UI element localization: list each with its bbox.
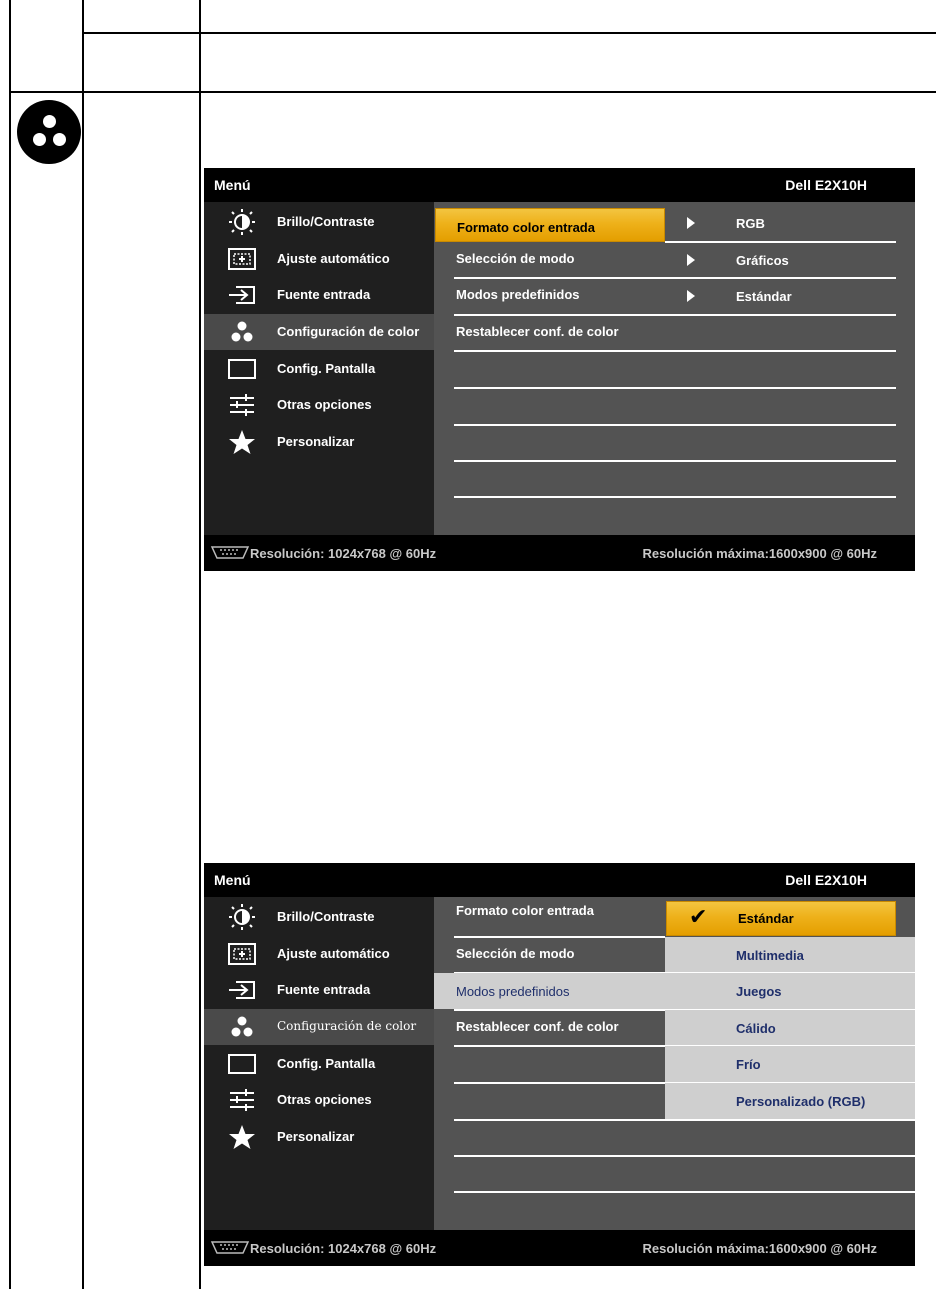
menu-item-auto-adjust[interactable]	[204, 241, 434, 277]
menu-item-color-settings[interactable]	[204, 1009, 434, 1045]
color-settings-icon	[226, 319, 258, 345]
current-resolution: Resolución: 1024x768 @ 60Hz	[250, 546, 437, 561]
osd-menu-panel	[204, 168, 915, 571]
auto-adjust-icon	[226, 246, 258, 272]
preset-option-label: Multimedia	[736, 948, 804, 963]
menu-item-label: Otras opciones	[277, 1092, 372, 1107]
menu-item-reset-color[interactable]	[454, 315, 664, 351]
current-value-preset-modes: Estándar	[736, 289, 792, 304]
menu-divider	[454, 496, 896, 498]
menu-item-label: Ajuste automático	[277, 251, 390, 266]
color-settings-icon	[226, 1014, 258, 1040]
table-row-divider	[9, 91, 936, 93]
menu-item-preset-modes[interactable]	[454, 278, 664, 314]
menu-divider	[454, 387, 896, 389]
menu-item-label: Fuente entrada	[277, 982, 371, 997]
menu-item-label: Configuración de color	[277, 1019, 417, 1033]
menu-item-label: Personalizar	[277, 1129, 355, 1144]
display-settings-icon	[226, 1051, 258, 1077]
menu-title: Menú	[214, 177, 251, 193]
menu-item-personalize[interactable]	[204, 424, 434, 460]
table-border-col1	[82, 0, 84, 1289]
color-settings-row-icon	[17, 100, 81, 164]
preset-option-label: Cálido	[736, 1021, 776, 1036]
other-settings-icon	[226, 1087, 258, 1113]
preset-option-games[interactable]	[665, 973, 915, 1009]
menu-divider	[454, 460, 896, 462]
submenu-arrow-icon	[687, 290, 695, 302]
osd-main-menu	[204, 202, 434, 535]
menu-item-label: Brillo/Contraste	[277, 909, 375, 924]
table-border-left	[9, 0, 11, 1289]
osd-footer	[204, 1230, 915, 1266]
menu-divider	[454, 1082, 665, 1084]
menu-item-input-color-format[interactable]	[454, 897, 664, 933]
max-resolution: Resolución máxima:1600x900 @ 60Hz	[642, 546, 877, 561]
menu-item-label: Ajuste automático	[277, 946, 390, 961]
menu-item-auto-adjust[interactable]	[204, 936, 434, 972]
vga-connector-icon	[210, 1239, 250, 1256]
menu-title: Menú	[214, 872, 251, 888]
menu-item-label: Selección de modo	[456, 251, 575, 266]
menu-divider	[454, 1155, 915, 1157]
brightness-contrast-icon	[226, 209, 258, 235]
menu-item-reset-color[interactable]	[454, 1010, 664, 1046]
preset-option-multimedia[interactable]	[665, 937, 915, 973]
menu-divider	[454, 1191, 915, 1193]
menu-item-brightness-contrast[interactable]	[204, 204, 434, 240]
menu-item-other-settings[interactable]	[204, 1082, 434, 1118]
monitor-model: Dell E2X10H	[785, 177, 867, 193]
preset-option-label: Personalizado (RGB)	[736, 1094, 866, 1109]
menu-item-display-settings[interactable]	[204, 1046, 434, 1082]
osd-main-menu	[204, 897, 434, 1230]
menu-divider	[665, 241, 896, 243]
menu-item-label: Otras opciones	[277, 397, 372, 412]
menu-item-label: Configuración de color	[277, 324, 420, 339]
preset-option-label: Juegos	[736, 984, 782, 999]
input-source-icon	[226, 282, 258, 308]
preset-option-cool[interactable]	[665, 1046, 915, 1082]
menu-item-label: Formato color entrada	[457, 220, 595, 235]
menu-item-label: Modos predefinidos	[456, 287, 580, 302]
checkmark-icon: ✔	[689, 905, 708, 930]
menu-divider	[454, 1045, 665, 1047]
star-icon	[226, 429, 258, 455]
menu-item-label: Selección de modo	[456, 946, 575, 961]
menu-item-label: Restablecer conf. de color	[456, 324, 619, 339]
menu-item-preset-modes[interactable]	[434, 973, 665, 1009]
menu-item-input-source[interactable]	[204, 277, 434, 313]
preset-option-warm[interactable]	[665, 1010, 915, 1046]
preset-option-label: Frío	[736, 1057, 761, 1072]
menu-divider	[454, 424, 896, 426]
current-value-mode-selection: Gráficos	[736, 253, 789, 268]
preset-option-custom-rgb[interactable]	[665, 1083, 915, 1119]
table-border-col2	[199, 0, 201, 1289]
auto-adjust-icon	[226, 941, 258, 967]
menu-item-label: Personalizar	[277, 434, 355, 449]
menu-item-label: Config. Pantalla	[277, 1056, 376, 1071]
vga-connector-icon	[210, 544, 250, 561]
submenu-arrow-icon	[687, 217, 695, 229]
menu-item-label: Brillo/Contraste	[277, 214, 375, 229]
brightness-contrast-icon	[226, 904, 258, 930]
menu-item-input-source[interactable]	[204, 972, 434, 1008]
menu-item-color-settings[interactable]	[204, 314, 434, 350]
menu-divider	[454, 350, 896, 352]
menu-divider	[454, 1119, 915, 1121]
monitor-model: Dell E2X10H	[785, 872, 867, 888]
menu-item-label: Restablecer conf. de color	[456, 1019, 619, 1034]
other-settings-icon	[226, 392, 258, 418]
menu-item-mode-selection[interactable]	[454, 242, 664, 278]
preset-option-label: Estándar	[738, 911, 794, 926]
input-source-icon	[226, 977, 258, 1003]
menu-item-label: Fuente entrada	[277, 287, 371, 302]
current-value-input-color-format: RGB	[736, 216, 765, 231]
menu-item-input-color-format[interactable]	[435, 208, 665, 242]
menu-item-personalize[interactable]	[204, 1119, 434, 1155]
osd-menu-panel	[204, 863, 915, 1266]
menu-item-label: Formato color entrada	[456, 903, 594, 918]
menu-item-display-settings[interactable]	[204, 351, 434, 387]
menu-item-label: Modos predefinidos	[456, 984, 570, 999]
menu-item-other-settings[interactable]	[204, 387, 434, 423]
star-icon	[226, 1124, 258, 1150]
submenu-arrow-icon	[687, 254, 695, 266]
display-settings-icon	[226, 356, 258, 382]
table-row-divider	[82, 32, 936, 34]
osd-footer	[204, 535, 915, 571]
osd-header	[204, 863, 915, 897]
menu-item-brightness-contrast[interactable]	[204, 899, 434, 935]
osd-header	[204, 168, 915, 202]
max-resolution: Resolución máxima:1600x900 @ 60Hz	[642, 1241, 877, 1256]
menu-item-label: Config. Pantalla	[277, 361, 376, 376]
current-resolution: Resolución: 1024x768 @ 60Hz	[250, 1241, 437, 1256]
preset-option-standard[interactable]	[666, 901, 896, 936]
menu-item-mode-selection[interactable]	[454, 937, 664, 973]
